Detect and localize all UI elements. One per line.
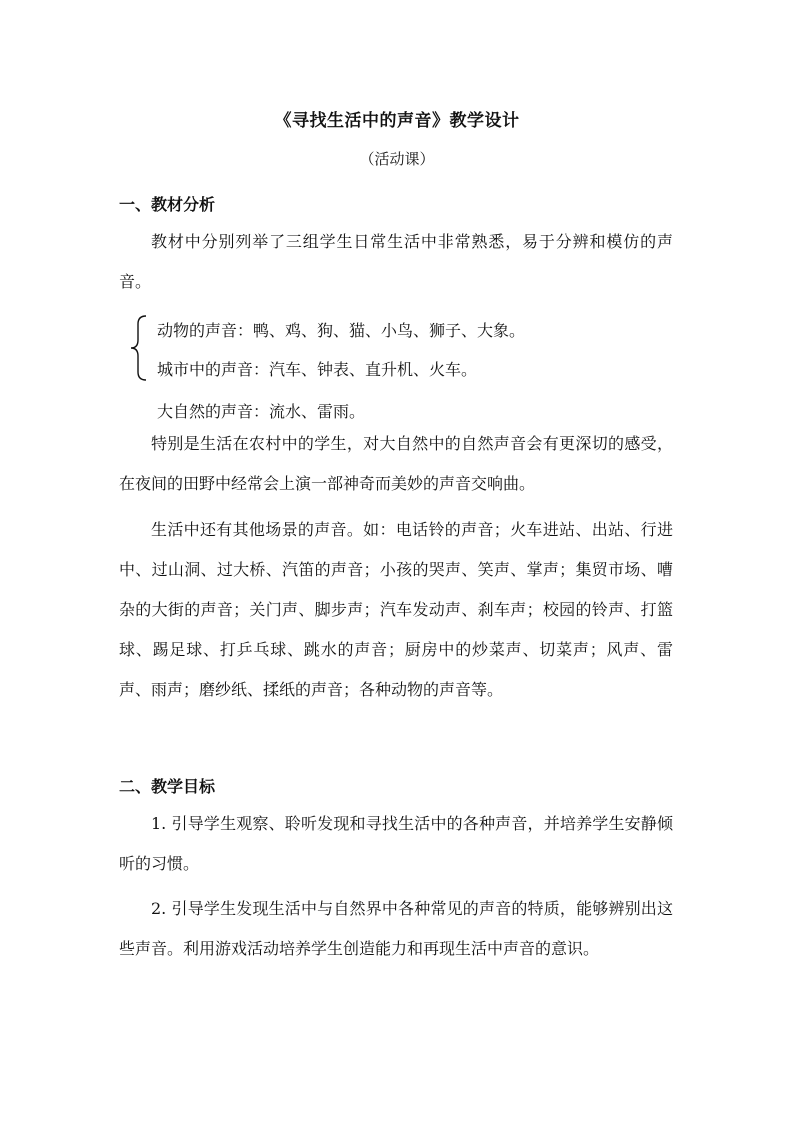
paragraph-intro: 教材中分别列举了三组学生日常生活中非常熟悉，易于分辨和模仿的声音。 <box>119 232 673 291</box>
list-item-city-sounds: 城市中的声音：汽车、钟表、直升机、火车。 <box>157 360 478 379</box>
page-subtitle: （活动课） <box>359 150 435 168</box>
page-title: 《寻找生活中的声音》教学设计 <box>274 111 520 131</box>
paragraph-goal-1: 1. 引导学生观察、聆听发现和寻找生活中的各种声音，并培养学生安静倾听的习惯。 <box>119 814 673 873</box>
list-item-nature-sounds: 大自然的声音：流水、雷雨。 <box>157 402 366 421</box>
section-heading-analysis: 一、教材分析 <box>119 195 216 214</box>
paragraph-rural: 特别是生活在农村中的学生，对大自然中的自然声音会有更深切的感受，在夜间的田野中经常会上演一部神奇而美妙的声音交响曲。 <box>119 434 673 493</box>
paragraph-other-sounds: 生活中还有其他场景的声音。如：电话铃的声音；火车进站、出站、行进中、过山洞、过大桥、汽笛的声音；小孩的哭声、笑声、掌声；集贸市场、嘈杂的大街的声音；关门声、脚步声；汽车发动声、刹车声；校园的铃声、打篮球、踢足球、打乒乓球、跳水的声音；厨房中的炒菜声、切菜声；风声、雷声、雨声；磨纱纸、揉纸的声音；各种动物的声音等。 <box>119 520 673 699</box>
curly-brace-icon <box>128 314 148 382</box>
section-heading-goals: 二、教学目标 <box>119 777 216 796</box>
list-item-animal-sounds: 动物的声音：鸭、鸡、狗、猫、小鸟、狮子、大象。 <box>157 321 526 340</box>
paragraph-goal-2: 2. 引导学生发现生活中与自然界中各种常见的声音的特质，能够辨别出这些声音。利用游戏活动培养学生创造能力和再现生活中声音的意识。 <box>119 899 673 958</box>
